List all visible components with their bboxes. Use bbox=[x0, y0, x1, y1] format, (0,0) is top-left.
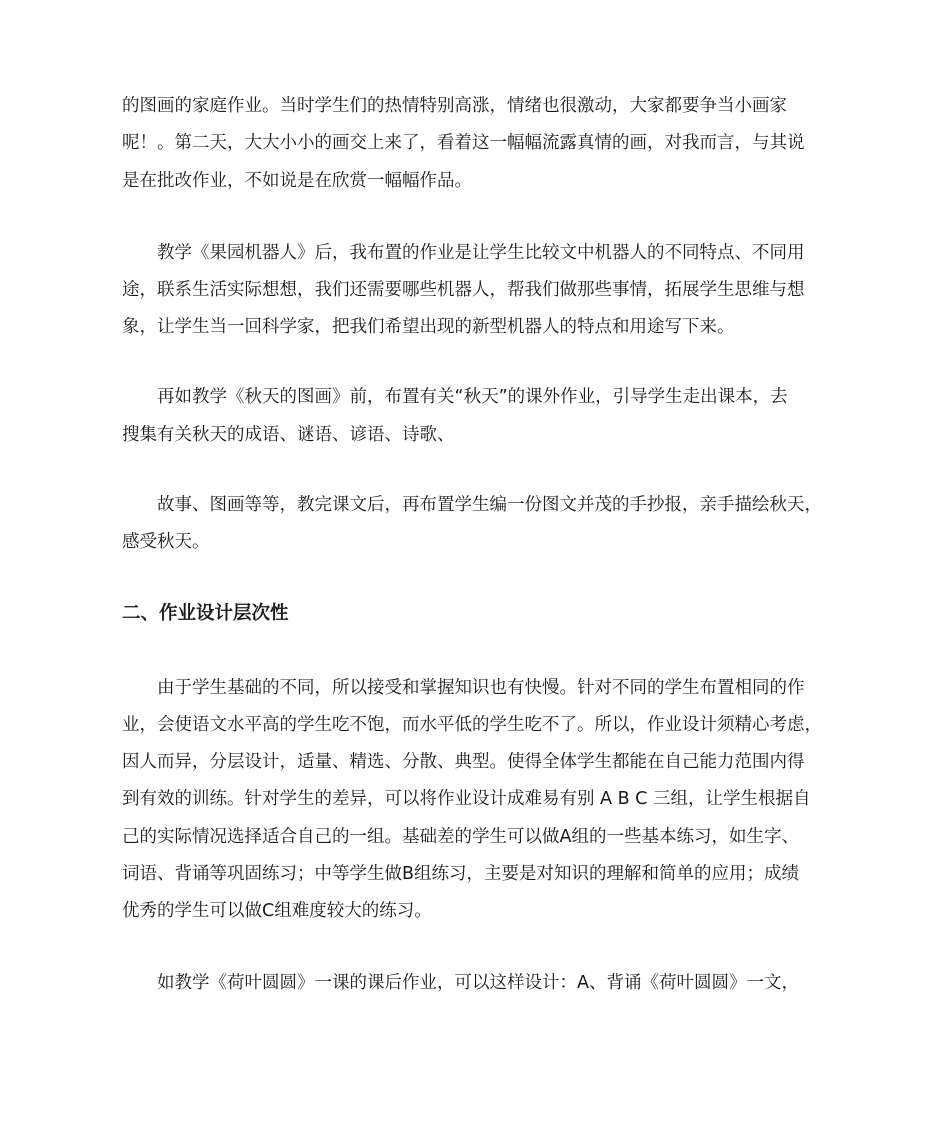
section-paragraph-1-line-1: 由于学生基础的不同，所以接受和掌握知识也有快慢。针对不同的学生布置相同的作 bbox=[122, 678, 805, 698]
section-paragraph-2-line-1: 如教学《荷叶圆圆》一课的课后作业，可以这样设计：A、背诵《荷叶圆圆》一文， bbox=[122, 973, 799, 993]
paragraph-2-line-2: 途，联系生活实际想想，我们还需要哪些机器人，帮我们做那些事情，拓展学生思维与想 bbox=[122, 280, 805, 300]
section-paragraph-1-line-5: 己的实际情况选择适合自己的一组。基础差的学生可以做A组的一些基本练习，如生字、 bbox=[122, 827, 799, 847]
section-paragraph-1-line-7: 优秀的学生可以做C组难度较大的练习。 bbox=[122, 901, 432, 921]
paragraph-1-line-1: 的图画的家庭作业。当时学生们的热情特别高涨，情绪也很激动，大家都要争当小画家 bbox=[122, 96, 787, 116]
paragraph-1-line-2: 呢！。第二天，大大小小的画交上来了，看着这一幅幅流露真情的画，对我而言，与其说 bbox=[122, 133, 805, 153]
paragraph-4-line-2: 感受秋天。 bbox=[122, 532, 210, 552]
paragraph-3-line-2: 搜集有关秋天的成语、谜语、谚语、诗歌、 bbox=[122, 425, 455, 445]
paragraph-1-line-3: 是在批改作业，不如说是在欣赏一幅幅作品。 bbox=[122, 171, 472, 191]
paragraph-2-line-1: 教学《果园机器人》后，我布置的作业是让学生比较文中机器人的不同特点、不同用 bbox=[122, 243, 805, 263]
section-paragraph-1-line-3: 因人而异，分层设计，适量、精选、分散、典型。使得全体学生都能在自己能力范围内得 bbox=[122, 752, 805, 772]
section-paragraph-1-line-6: 词语、背诵等巩固练习；中等学生做B组练习，主要是对知识的理解和简单的应用；成绩 bbox=[122, 864, 800, 884]
paragraph-3-line-1: 再如教学《秋天的图画》前，布置有关“秋天”的课外作业，引导学生走出课本，去 bbox=[122, 387, 788, 407]
paragraph-2-line-3: 象，让学生当一回科学家，把我们希望出现的新型机器人的特点和用途写下来。 bbox=[122, 317, 735, 337]
section-paragraph-1-line-2: 业，会使语文水平高的学生吃不饱，而水平低的学生吃不了。所以，作业设计须精心考虑， bbox=[122, 715, 822, 735]
section-paragraph-1-line-4: 到有效的训练。针对学生的差异，可以将作业设计成难易有别 A B C 三组，让学生根据自 bbox=[122, 789, 811, 809]
paragraph-4-line-1: 故事、图画等等，教完课文后，再布置学生编一份图文并茂的手抄报，亲手描绘秋天， bbox=[122, 495, 822, 515]
section-heading: 二、作业设计层次性 bbox=[122, 603, 289, 624]
